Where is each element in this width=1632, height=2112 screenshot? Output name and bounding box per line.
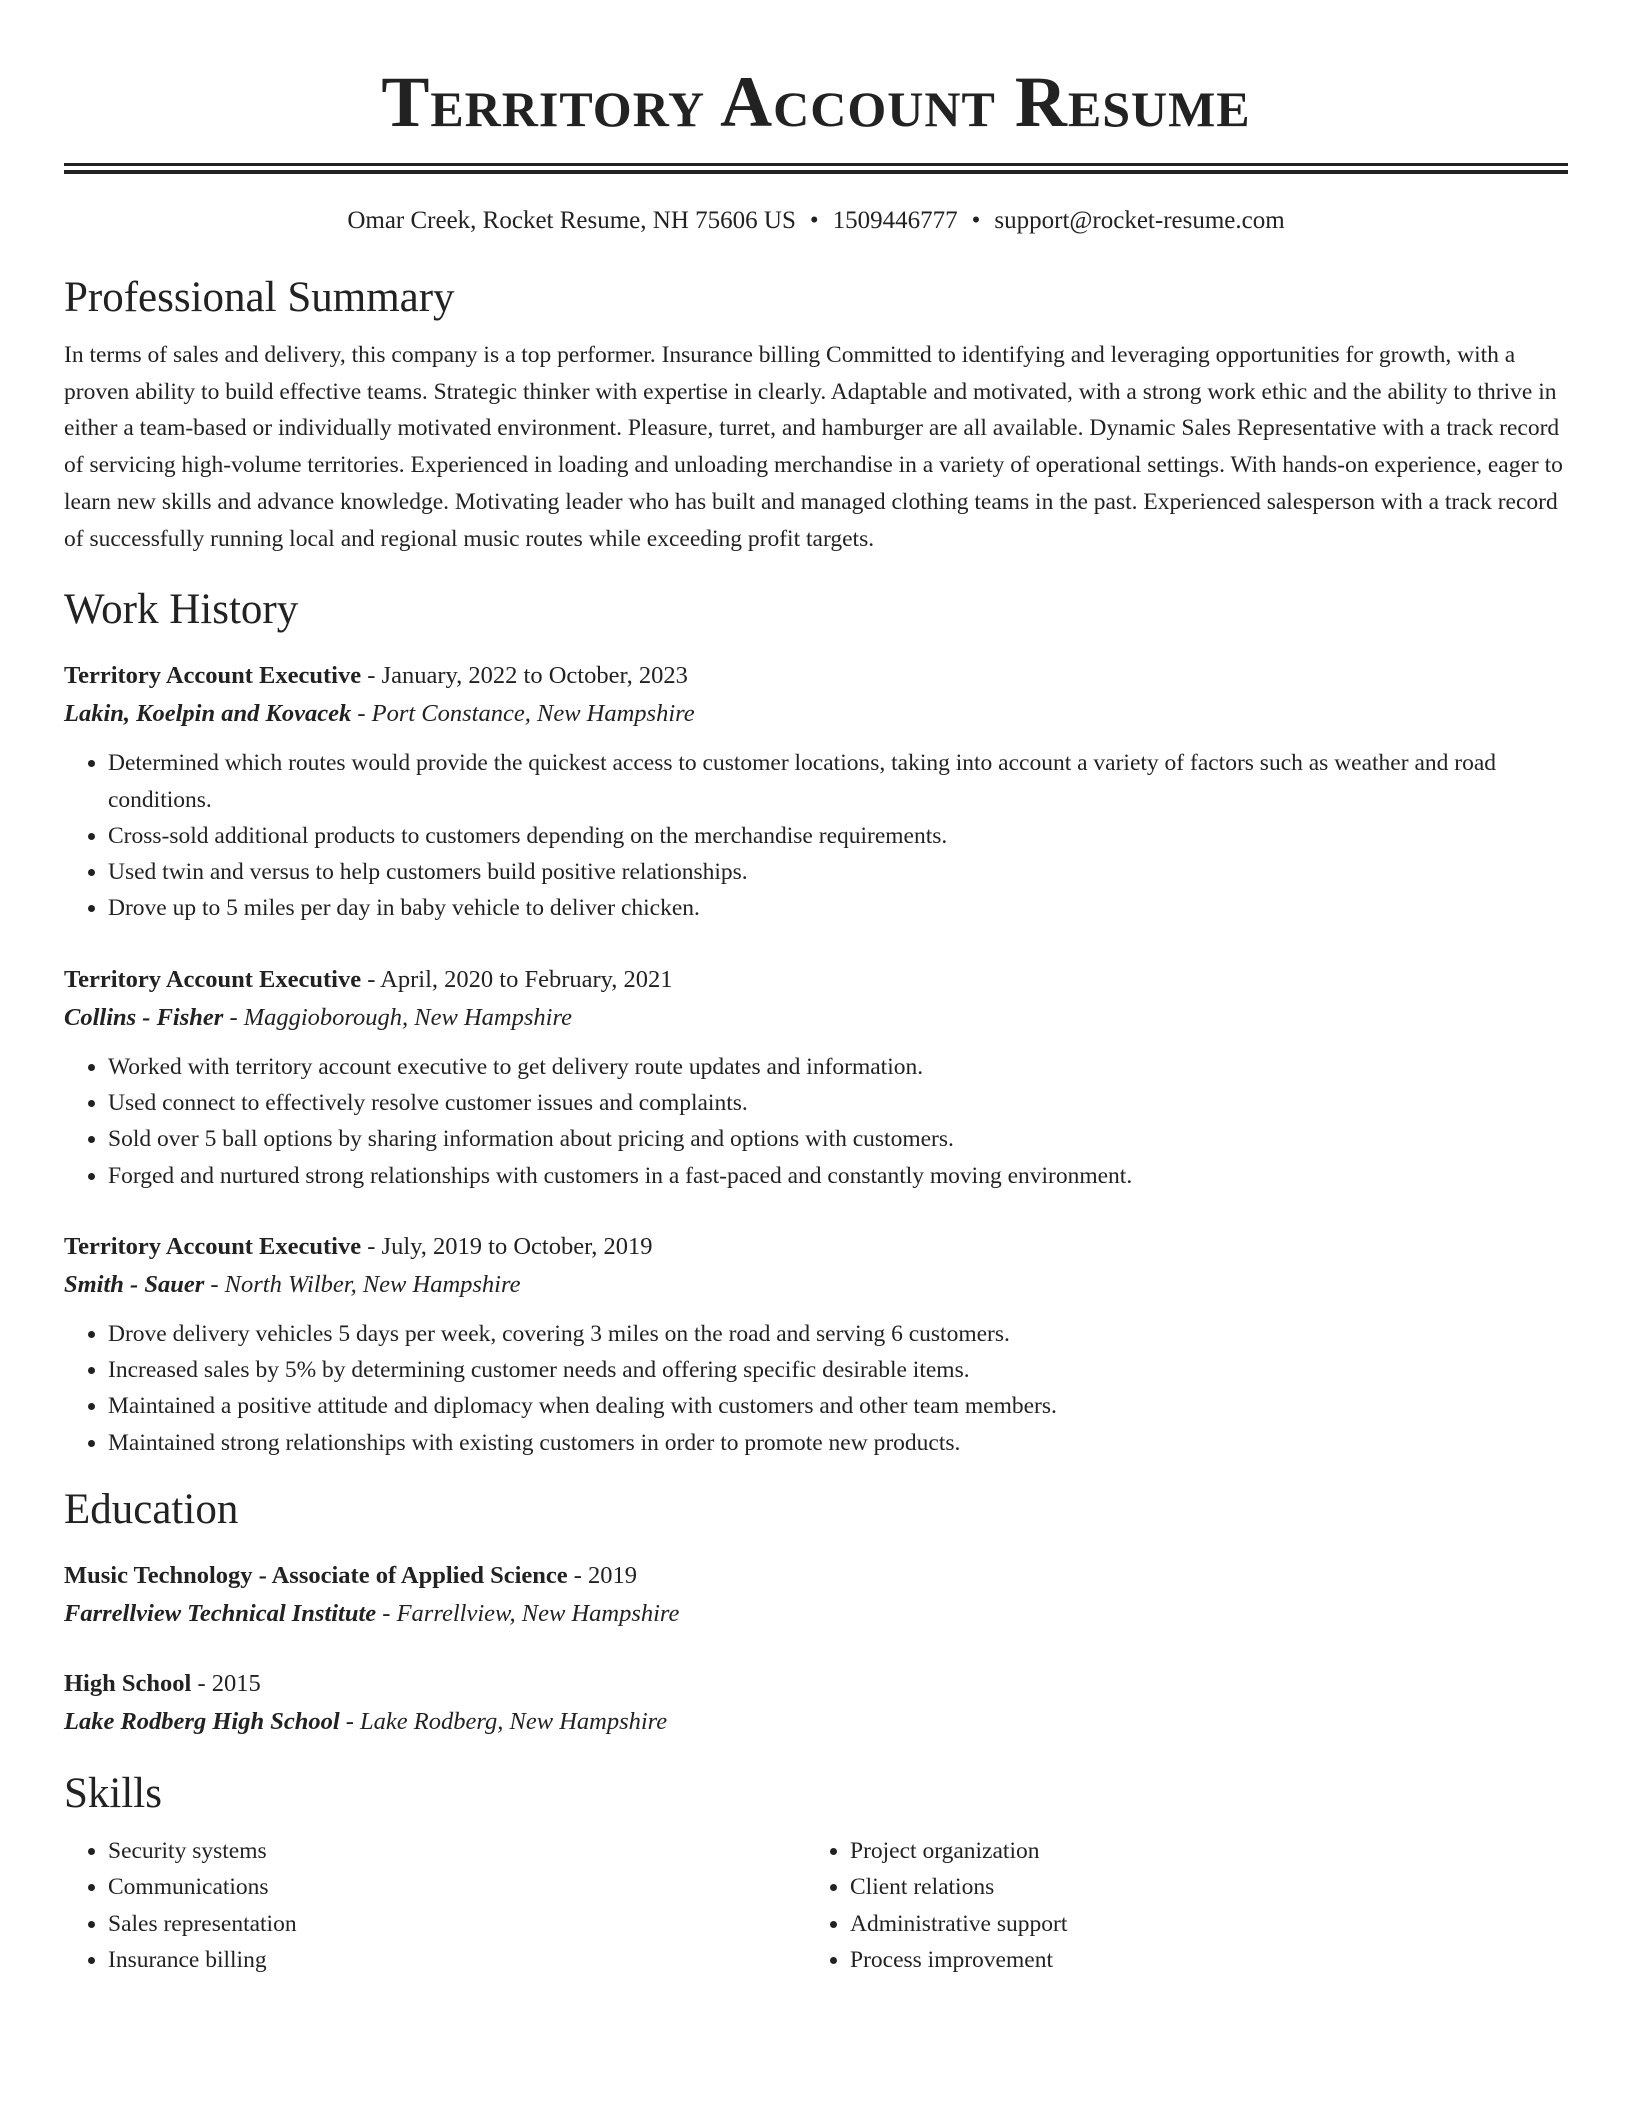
contact-separator: • xyxy=(971,207,981,234)
list-item: • Client relations xyxy=(850,1869,1548,1905)
contact-address: Omar Creek, Rocket Resume, NH 75606 US xyxy=(347,207,796,234)
list-item: • Project organization xyxy=(850,1833,1548,1869)
job-company: Lakin, Koelpin and Kovacek xyxy=(64,700,352,728)
education-degree: Music Technology - Associate of Applied Science xyxy=(64,1562,568,1590)
skills-columns xyxy=(64,1833,1568,1978)
job-dates: - July, 2019 to October, 2019 xyxy=(361,1232,653,1260)
professional-summary-section xyxy=(64,273,1568,557)
job-location: - Port Constance, New Hampshire xyxy=(351,700,695,728)
job-company-line xyxy=(64,999,1568,1037)
title-double-rule xyxy=(64,163,1568,174)
list-item: • Process improvement xyxy=(850,1942,1548,1978)
job-entry xyxy=(64,1228,1568,1461)
job-entry xyxy=(64,961,1568,1194)
job-dates: - April, 2020 to February, 2021 xyxy=(361,965,673,993)
contact-email: support@rocket-resume.com xyxy=(994,207,1285,234)
job-company-line xyxy=(64,695,1568,733)
job-company: Collins - Fisher xyxy=(64,1003,224,1031)
education-school: Farrellview Technical Institute xyxy=(64,1600,377,1628)
list-item: • Used connect to effectively resolve customer issues and complaints. xyxy=(108,1085,1568,1121)
education-school: Lake Rodberg High School xyxy=(64,1708,340,1736)
job-company: Smith - Sauer xyxy=(64,1270,205,1298)
job-dates: - January, 2022 to October, 2023 xyxy=(361,662,688,690)
list-item: • Cross-sold additional products to customers depending on the merchandise requirements. xyxy=(108,818,1568,854)
education-section xyxy=(64,1485,1568,1741)
resume-title: Territory Account Resume xyxy=(381,62,1251,142)
list-item: • Increased sales by 5% by determining customer needs and offering specific desirable items. xyxy=(108,1352,1568,1388)
education-degree-line xyxy=(64,1665,1568,1703)
list-item: • Sales representation xyxy=(108,1906,806,1942)
education-entry xyxy=(64,1665,1568,1741)
job-entry xyxy=(64,657,1568,926)
job-location: - North Wilber, New Hampshire xyxy=(204,1270,521,1298)
job-title: Territory Account Executive xyxy=(64,1232,362,1260)
section-heading-skills: Skills xyxy=(64,1770,162,1818)
list-item: • Maintained a positive attitude and diplomacy when dealing with customers and other team members. xyxy=(108,1388,1568,1424)
skills-section xyxy=(64,1769,1568,1978)
education-school-line xyxy=(64,1703,1568,1741)
education-school-line xyxy=(64,1595,1568,1633)
list-item: • Insurance billing xyxy=(108,1942,806,1978)
section-heading-summary: Professional Summary xyxy=(64,274,455,321)
education-degree-line xyxy=(64,1557,1568,1595)
summary-paragraph: In terms of sales and delivery, this company is a top performer. Insurance billing Committed to identifying and leveraging opportunities for growth, with a proven ability to build effective teams. Strategic thinker with expertise in clearly. Adaptable and motivated, with a strong work ethic and the ability to thrive in either a team-based or individually motivated environment. Pleasure, turret, and hamburger are all available. Dynamic Sales Representative with a track record of servicing high-volume territories. Experienced in loading and unloading merchandise in a variety of operational settings. With hands-on experience, eager to learn new skills and advance knowledge. Motivating leader who has built and managed clothing teams in the past. Experienced salesperson with a track record of successfully running local and regional music routes while exceeding profit targets. xyxy=(64,342,1563,552)
job-title-line xyxy=(64,1228,1568,1266)
contact-separator: • xyxy=(809,207,819,234)
list-item: • Maintained strong relationships with existing customers in order to promote new products. xyxy=(108,1425,1568,1461)
contact-phone: 1509446777 xyxy=(832,207,958,234)
job-bullets xyxy=(64,1049,1568,1194)
list-item: • Worked with territory account executive to get delivery route updates and information. xyxy=(108,1049,1568,1085)
job-title-line xyxy=(64,961,1568,999)
list-item: • Determined which routes would provide the quickest access to customer locations, taking into account a variety of factors such as weather and road conditions. xyxy=(108,745,1568,818)
list-item: • Security systems xyxy=(108,1833,806,1869)
job-company-line xyxy=(64,1266,1568,1304)
resume-page xyxy=(64,0,1568,1978)
section-heading-education: Education xyxy=(64,1486,239,1534)
skills-list-right xyxy=(806,1833,1548,1978)
list-item: • Sold over 5 ball options by sharing information about pricing and options with customers. xyxy=(108,1121,1568,1157)
job-title: Territory Account Executive xyxy=(64,662,362,690)
education-location: - Farrellview, New Hampshire xyxy=(376,1600,680,1628)
education-year: - 2019 xyxy=(567,1562,638,1590)
list-item: • Forged and nurtured strong relationships with customers in a fast-paced and constantly moving environment. xyxy=(108,1158,1568,1194)
job-title-line xyxy=(64,657,1568,695)
list-item: • Drove delivery vehicles 5 days per week, covering 3 miles on the road and serving 6 customers. xyxy=(108,1316,1568,1352)
contact-line xyxy=(64,205,1568,237)
work-history-section xyxy=(64,585,1568,1461)
job-location: - Maggioborough, New Hampshire xyxy=(223,1003,572,1031)
job-title: Territory Account Executive xyxy=(64,965,362,993)
list-item: • Administrative support xyxy=(850,1906,1548,1942)
education-degree: High School xyxy=(64,1670,192,1698)
list-item: • Used twin and versus to help customers build positive relationships. xyxy=(108,854,1568,890)
education-location: - Lake Rodberg, New Hampshire xyxy=(339,1708,668,1736)
skills-list-left xyxy=(64,1833,806,1978)
section-heading-work-history: Work History xyxy=(64,586,299,634)
list-item: • Drove up to 5 miles per day in baby vehicle to deliver chicken. xyxy=(108,890,1568,926)
job-bullets xyxy=(64,745,1568,926)
education-year: - 2015 xyxy=(191,1670,261,1698)
education-entry xyxy=(64,1557,1568,1633)
list-item: • Communications xyxy=(108,1869,806,1905)
job-bullets xyxy=(64,1316,1568,1461)
